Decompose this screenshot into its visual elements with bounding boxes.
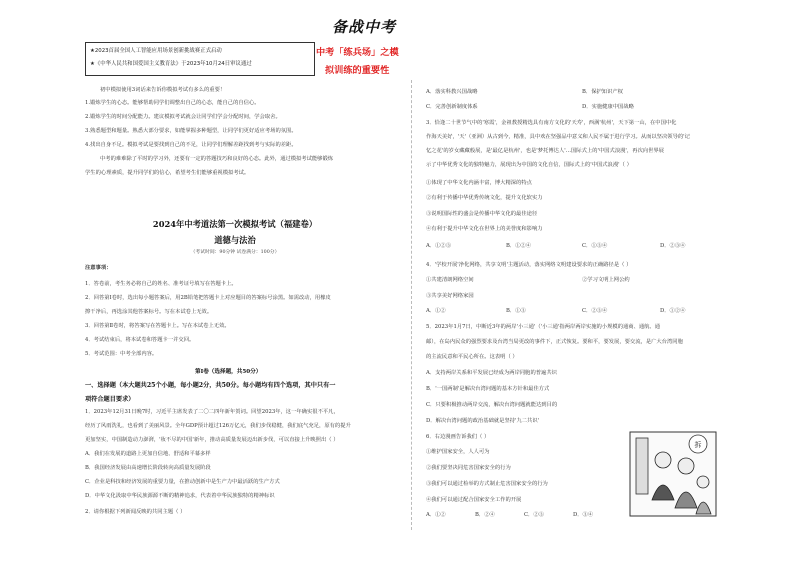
part1-instruction: 一、选择题（本大题共25个小题，每小题2分，共50分。每小题均有四个选项，其中只有一 bbox=[85, 382, 336, 389]
q4-statement: ①共建清朗网络空间 bbox=[426, 277, 474, 283]
q6-statement: ①维护国家安全，人人可为 bbox=[426, 449, 490, 455]
q5-option-b: B．'一国两制'是解决台湾问题的基本方针和最佳方式 bbox=[426, 386, 550, 392]
intro-line: 初中模拟使用3词话来告诉你模拟考试有多么的重要！ bbox=[100, 87, 226, 93]
q6-answer-a: A．①② bbox=[426, 512, 446, 518]
q6-stem: 6．右边漫画告诉我们（ ） bbox=[426, 434, 490, 440]
q4-answer-b: B．①③ bbox=[506, 308, 526, 314]
slogan-line-2: 拟训练的重要性 bbox=[325, 65, 390, 76]
q3-statement: ②有利于传播中华优秀传统文化，提升文化软实力 bbox=[426, 195, 543, 201]
note-line: 1．答卷前，考生务必将自己的姓名、准考证号填写在答题卡上。 bbox=[85, 281, 237, 287]
q5-option-c: C．只要积极推动两岸交流，解决台湾问题就能达到目的 bbox=[426, 402, 558, 408]
q3-answer-d: D．②③④ bbox=[660, 243, 686, 249]
intro-line: 2.锻炼学生的时间分配能力。建议模拟考试就会让同学们学会分配时间，学会取舍。 bbox=[85, 114, 281, 120]
q3-answer-b: B．①②④ bbox=[506, 243, 532, 249]
q1-option-a: A．我们在发展的道路上更加自信地、舒适和平幕多样 bbox=[85, 451, 211, 457]
note-line: 5．考试范围：中考全部内容。 bbox=[85, 351, 158, 357]
q3-stem: 忆之花'的岁女藏藏般展，是'最亿是杭州'，也是'梦托博达人'…国际式上的'中国式浪漫'，再次向世界展 bbox=[426, 148, 664, 154]
part1-instruction: 项符合题目要求） bbox=[85, 396, 135, 403]
q3-stem: 3．恰逢二十世节气中的'寒霞'，金祖教授精选具有南方文化的'天寿'，西满'杭州'，天下第一山，在中国中化 bbox=[426, 120, 677, 126]
intro-line: 中考的难难除了平时的学习外，还要有一定的答题技巧和良好的心态。此外，通过模拟考试能够锻炼 bbox=[100, 156, 334, 162]
q4-answer-a: A．①② bbox=[426, 308, 446, 314]
q2-option-b: B．保护知识产权 bbox=[582, 89, 623, 95]
exam-subject: 道德与法治 bbox=[214, 235, 256, 245]
note-line: 4．考试结束后，将本试卷和答题卡一并交回。 bbox=[85, 337, 195, 343]
part1-heading: 第Ⅰ卷（选择题，共50分） bbox=[195, 369, 262, 375]
q6-statement: ③我们可以通过检举的方式制止危害国家安全的行为 bbox=[426, 481, 548, 487]
note-line: 擦干净后，再选涂其他答案标号。写在本试卷上无效。 bbox=[85, 309, 213, 315]
q4-statement: ②学习文明上网公约 bbox=[582, 277, 630, 283]
news-item-1: ★2023首届全国人工智能应用场景创新挑战赛正式启动 bbox=[90, 48, 222, 54]
q5-stem: 邮），在岛内民众的强烈要求及台湾当局更改的事件下，正式恢复。要和平，要发展，要交流，是广大台湾同胞 bbox=[426, 339, 683, 345]
q1-stem: 经历了风雨洗礼，也看到了美丽风景。全年GDP预计超过126万亿元，我们步伐稳健，我们底气充足，原有的提升 bbox=[85, 423, 351, 429]
q6-answer-d: D．③④ bbox=[573, 512, 594, 518]
cartoon-caption: 拆 bbox=[694, 441, 702, 449]
q5-stem: 的主流民意和平民心所在。这表明（ ） bbox=[426, 354, 518, 360]
exam-info: （考试时间：90分钟 试卷满分：100分） bbox=[190, 250, 280, 255]
q3-answer-c: C．①③④ bbox=[582, 243, 608, 249]
q1-option-d: D．中华文化汲取中华民族源源不断的精神追求，代表着中华民族独特的精神标识 bbox=[85, 493, 275, 499]
q1-option-b: B．我国经济发展由高速增长阶段转向高质量发展阶段 bbox=[85, 465, 211, 471]
intro-line: 3.熟悉题型和题量。熟悉大部分要求，如能掌握多种题型，让同学们更好适应考场的氛围。 bbox=[85, 128, 297, 134]
q2-option-a: A．落实科教兴国战略 bbox=[426, 89, 478, 95]
q3-statement: ③说明国际性的盛会是传播中华文化的最佳途径 bbox=[426, 211, 538, 217]
brand-logo: 备战中考 bbox=[332, 18, 397, 36]
intro-line: 学生的心理素质，提升同学们的信心，希望考生们能够重视模拟考试。 bbox=[85, 170, 250, 176]
q6-statement: ②我们要坚决同危害国家安全的行为 bbox=[426, 465, 511, 471]
slogan-line-1: 中考「练兵场」之模 bbox=[316, 47, 399, 58]
q4-statement: ③共享美好网络家园 bbox=[426, 293, 474, 299]
q1-option-c: C．企业是科技和经济发展的重要力量，在推动创新中是生产力中最活跃的生产方式 bbox=[85, 479, 280, 485]
q5-option-d: D．解决台湾问题的政治基础就是坚持'九二共识' bbox=[426, 418, 540, 424]
q5-option-a: A．支持两岸关系和平发展已经成为两岸同胞的普遍共识 bbox=[426, 370, 557, 376]
q3-stem: 示了中华优秀文化的独特魅力，展现出为中国的文化自信，国际式上的'中国式浪漫'（ ） bbox=[426, 162, 632, 168]
intro-line: 1.锻炼学生的心态。能够帮助同学们调整出自己的心态，能自己的自信心。 bbox=[85, 100, 260, 106]
column-divider bbox=[411, 80, 413, 530]
q2-option-d: D．实施健康中国战略 bbox=[582, 104, 634, 110]
note-line: 3．回答第Ⅱ卷时，将答案写在答题卡上。写在本试卷上无效。 bbox=[85, 323, 230, 329]
q6-statement: ④我们可以通过配合国家安全工作的开展 bbox=[426, 497, 522, 503]
intro-line: 4.找出自身不足。模拟考试是要找到自己的不足，让同学们理解差距找到考与实际的差距。 bbox=[85, 142, 297, 148]
q4-answer-c: C．②③④ bbox=[582, 308, 608, 314]
q1-stem: 更加坚实，中国制造动力澎湃，'妆不尽的中国'新年，推动高质量发展迈出新步伐，可以直接上升映照出（ ） bbox=[85, 437, 339, 443]
news-item-2: ★《中华人民共和国爱国主义教育法》于2023年10月24日审议通过 bbox=[90, 61, 252, 67]
news-box bbox=[85, 42, 315, 76]
q3-statement: ①体现了中华文化内涵丰富，博大精深的特点 bbox=[426, 180, 532, 186]
q1-stem: 1．2023年12月31日晚7时，习近平主席发表了二〇二四年新年贺词。回望2023年，这一年确实很不平凡， bbox=[85, 409, 339, 415]
q5-stem: 5．2023年1月7日，中断近3年的两岸'小三通'（'小三通'指两岸两岸实施的小规模的通商、通航、通 bbox=[426, 324, 661, 330]
q3-stem: 作海天美好，'天'（亚洲）从古到今，精准，具中欢在坚强品中意义和人民不属于进行学习。从而以坚决领导的'记 bbox=[426, 134, 690, 140]
q6-answer-c: C．②③ bbox=[524, 512, 544, 518]
q6-answer-b: B．②④ bbox=[475, 512, 495, 518]
notes-heading: 注意事项： bbox=[85, 265, 112, 271]
q4-answer-d: D．①②④ bbox=[660, 308, 686, 314]
q2-stem: 2．请你根据下列新闻反映的共同主题（ ） bbox=[85, 509, 186, 515]
note-line: 2．回答第Ⅰ卷时，选出每小题答案后，用2B铅笔把答题卡上对应题目的答案标号涂黑。如需改动，用橡皮 bbox=[85, 295, 331, 301]
cartoon-illustration bbox=[628, 430, 718, 518]
q4-stem: 4．'学校开展'净化网络，共享文明'主题活动，落实网络文明建设要求的正确路径是（ ） bbox=[426, 262, 632, 268]
q2-option-c: C．完善创新制度体系 bbox=[426, 104, 478, 110]
q3-statement: ④有利于提升中华文化在世界上的美誉度和影响力 bbox=[426, 226, 543, 232]
q3-answer-a: A．①②③ bbox=[426, 243, 452, 249]
exam-title: 2024年中考道法第一次模拟考试（福建卷） bbox=[152, 219, 318, 229]
